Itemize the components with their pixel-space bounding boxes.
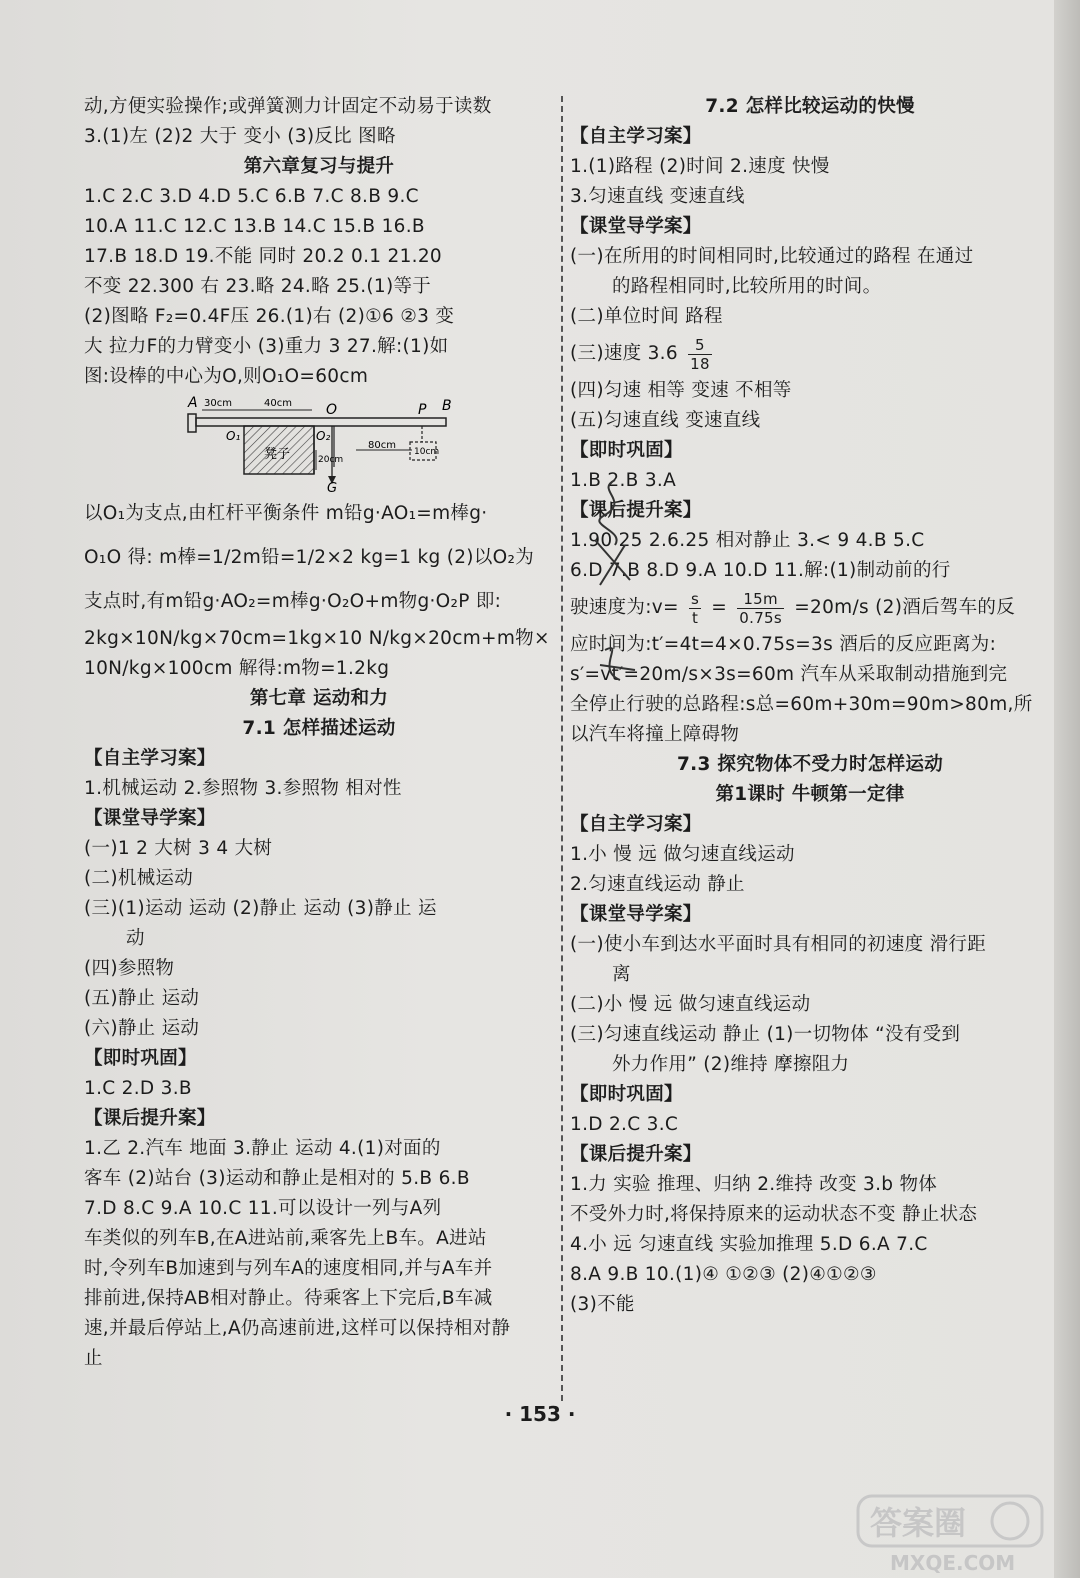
fraction-numerator: 15m bbox=[737, 590, 784, 609]
text-line: 【自主学习案】 bbox=[570, 126, 702, 147]
diagram-label: O bbox=[326, 402, 338, 418]
text-line: 17.B 18.D 19.不能 同时 20.2 0.1 21.20 bbox=[84, 246, 442, 267]
text-line: 【课堂导学案】 bbox=[570, 904, 702, 925]
watermark-url: MXQE.COM bbox=[890, 1551, 1016, 1575]
velocity-fraction bbox=[689, 590, 701, 627]
text-line: (五)匀速直线 变速直线 bbox=[570, 410, 761, 431]
text-line: 1.力 实验 推理、归纳 2.维持 改变 3.b 物体 bbox=[570, 1174, 938, 1195]
text-line: 车类似的列车B,在A进站前,乘客先上B车。A进站 bbox=[84, 1228, 487, 1249]
diagram-label: G bbox=[327, 481, 338, 492]
text-line: 8.A 9.B 10.(1)④ ①②③ (2)④①②③ bbox=[570, 1264, 877, 1285]
text-line: 6.D 7.B 8.D 9.A 10.D 11.解:(1)制动前的行 bbox=[570, 560, 951, 581]
text-line: (三)(1)运动 运动 (2)静止 运动 (3)静止 运 bbox=[84, 898, 437, 919]
velocity-suffix: =20m/s (2)酒后驾车的反 bbox=[794, 597, 1016, 618]
page-number: · 153 · bbox=[504, 1402, 576, 1426]
text-line: 1.(1)路程 (2)时间 2.速度 快慢 bbox=[570, 156, 830, 177]
text-line: 不受外力时,将保持原来的运动状态不变 静止状态 bbox=[570, 1204, 978, 1225]
velocity-prefix: 驶速度为:v= bbox=[570, 597, 679, 618]
text-line: (2)图略 F₂=0.4F压 26.(1)右 (2)①6 ②3 变 bbox=[84, 306, 455, 327]
diagram-label: 10cm bbox=[414, 447, 440, 457]
text-line: (六)静止 运动 bbox=[84, 1018, 200, 1039]
section-7-1-title: 7.1 怎样描述运动 bbox=[242, 718, 396, 739]
text-line: 的路程相同时,比较所用的时间。 bbox=[612, 276, 882, 297]
watermark-text: 答案圈 bbox=[870, 1504, 967, 1542]
text-line: 1.小 慢 远 做匀速直线运动 bbox=[570, 844, 795, 865]
text-line: 10.A 11.C 12.C 13.B 14.C 15.B 16.B bbox=[84, 216, 425, 237]
text-line: 外力作用” (2)维持 摩擦阻力 bbox=[612, 1054, 850, 1075]
text-line: (3)不能 bbox=[570, 1294, 635, 1315]
text-line: 【课后提升案】 bbox=[570, 1144, 702, 1165]
text-line: O₁O 得: m棒=1/2m铅=1/2×2 kg=1 kg (2)以O₂为 bbox=[84, 547, 535, 568]
diagram-label: B bbox=[442, 398, 452, 414]
text-line: 图:设棒的中心为O,则O₁O=60cm bbox=[84, 366, 369, 387]
fraction-denominator: t bbox=[691, 608, 699, 627]
right-column bbox=[570, 92, 1050, 1320]
chapter6-title: 第六章复习与提升 bbox=[243, 156, 395, 177]
fraction-denominator: 0.75s bbox=[739, 608, 783, 627]
text-line: 支点时,有m铅g·AO₂=m棒g·O₂O+m物g·O₂P 即: bbox=[84, 591, 502, 612]
text-line: 以O₁为支点,由杠杆平衡条件 m铅g·AO₁=m棒g· bbox=[84, 503, 488, 524]
text-line: 【自主学习案】 bbox=[570, 814, 702, 835]
text-line: (二)小 慢 远 做匀速直线运动 bbox=[570, 994, 811, 1015]
text-line: 3.匀速直线 变速直线 bbox=[570, 186, 745, 207]
section-7-2-title: 7.2 怎样比较运动的快慢 bbox=[705, 96, 915, 117]
text-line: 【课堂导学案】 bbox=[570, 216, 702, 237]
column-divider bbox=[561, 96, 563, 1401]
fraction-denominator: 18 bbox=[690, 354, 710, 373]
section-7-3-title: 7.3 探究物体不受力时怎样运动 bbox=[676, 754, 943, 775]
diagram-label: O₂ bbox=[316, 429, 331, 443]
text-line: 2kg×10N/kg×70cm=1kg×10 N/kg×20cm+m物× bbox=[84, 628, 550, 649]
text-line: 动,方便实验操作;或弹簧测力计固定不动易于读数 bbox=[84, 96, 492, 117]
text-line: 3.(1)左 (2)2 大于 变小 (3)反比 图略 bbox=[84, 126, 396, 147]
watermark-logo bbox=[850, 1490, 1050, 1576]
text-line: 【课堂导学案】 bbox=[84, 808, 216, 829]
left-column bbox=[84, 92, 554, 1374]
text-line: 【课后提升案】 bbox=[570, 500, 702, 521]
text-line: 【课后提升案】 bbox=[84, 1108, 216, 1129]
diagram-label: 80cm bbox=[368, 440, 396, 451]
text-line: 大 拉力F的力臂变小 (3)重力 3 27.解:(1)如 bbox=[84, 336, 449, 357]
text-line: 1.B 2.B 3.A bbox=[570, 470, 677, 491]
text-line: (三)匀速直线运动 静止 (1)一切物体 “没有受到 bbox=[570, 1024, 961, 1045]
speed-fraction bbox=[688, 336, 712, 373]
text-line: 动 bbox=[126, 928, 145, 949]
text-line: 1.机械运动 2.参照物 3.参照物 相对性 bbox=[84, 778, 402, 799]
speed-line-text: (三)速度 3.6 bbox=[570, 343, 678, 364]
text-line: 不变 22.300 右 23.略 24.略 25.(1)等于 bbox=[84, 276, 432, 297]
diagram-label: A bbox=[188, 395, 198, 411]
diagram-label: P bbox=[418, 402, 427, 418]
text-line: 1.C 2.D 3.B bbox=[84, 1078, 192, 1099]
speed-line bbox=[570, 332, 1050, 376]
text-line: 1.C 2.C 3.D 4.D 5.C 6.B 7.C 8.B 9.C bbox=[84, 186, 419, 207]
text-line: (四)匀速 相等 变速 不相等 bbox=[570, 380, 792, 401]
text-line: 排前进,保持AB相对静止。待乘客上下完后,B车减 bbox=[84, 1288, 493, 1309]
fraction-numerator: s bbox=[690, 589, 700, 608]
equals-sign: = bbox=[711, 597, 728, 618]
text-line: 2.匀速直线运动 静止 bbox=[570, 874, 745, 895]
text-line: 4.小 远 匀速直线 实验加推理 5.D 6.A 7.C bbox=[570, 1234, 928, 1255]
text-line: 【即时巩固】 bbox=[84, 1048, 197, 1069]
page-edge bbox=[1054, 0, 1080, 1578]
text-line: (一)在所用的时间相同时,比较通过的路程 在通过 bbox=[570, 246, 974, 267]
text-line: (二)机械运动 bbox=[84, 868, 194, 889]
text-line: (四)参照物 bbox=[84, 958, 175, 979]
text-line: (五)静止 运动 bbox=[84, 988, 200, 1009]
diagram-label: 30cm bbox=[204, 398, 232, 409]
text-line: 7.D 8.C 9.A 10.C 11.可以设计一列与A列 bbox=[84, 1198, 442, 1219]
text-line: 以汽车将撞上障碍物 bbox=[570, 724, 740, 745]
text-line: 【即时巩固】 bbox=[570, 1084, 683, 1105]
text-line: 应时间为:t′=4t=4×0.75s=3s 酒后的反应距离为: bbox=[570, 634, 997, 655]
diagram-label: O₁ bbox=[226, 429, 241, 443]
lever-diagram bbox=[84, 392, 554, 492]
text-line: (一)1 2 大树 3 4 大树 bbox=[84, 838, 273, 859]
text-line: (一)使小车到达水平面时具有相同的初速度 滑行距 bbox=[570, 934, 987, 955]
chapter7-title: 第七章 运动和力 bbox=[249, 688, 389, 709]
lever-diagram-svg bbox=[84, 392, 554, 492]
text-line: 全停止行驶的总路程:s总=60m+30m=90m>80m,所 bbox=[570, 694, 1033, 715]
text-line: 离 bbox=[612, 964, 631, 985]
text-line: 速,并最后停站上,A仍高速前进,这样可以保持相对静 bbox=[84, 1318, 511, 1339]
lesson-title: 第1课时 牛顿第一定律 bbox=[715, 784, 905, 805]
text-line: 1.D 2.C 3.C bbox=[570, 1114, 679, 1135]
text-line: 时,令列车B加速到与列车A的速度相同,并与A车并 bbox=[84, 1258, 493, 1279]
velocity-fraction bbox=[737, 590, 784, 627]
text-line: 1.乙 2.汽车 地面 3.静止 运动 4.(1)对面的 bbox=[84, 1138, 441, 1159]
diagram-label: 40cm bbox=[264, 398, 292, 409]
text-line: 客车 (2)站台 (3)运动和静止是相对的 5.B 6.B bbox=[84, 1168, 470, 1189]
handwritten-marks bbox=[575, 470, 655, 700]
text-line: 【即时巩固】 bbox=[570, 440, 683, 461]
text-line: (二)单位时间 路程 bbox=[570, 306, 723, 327]
text-line: s′=vt′=20m/s×3s=60m 汽车从采取制动措施到完 bbox=[570, 664, 1008, 685]
text-line: 【自主学习案】 bbox=[84, 748, 216, 769]
text-line: 1.90 25 2.6.25 相对静止 3.< 9 4.B 5.C bbox=[570, 530, 925, 551]
text-line: 止 bbox=[84, 1348, 103, 1369]
text-line: 10N/kg×100cm 解得:m物=1.2kg bbox=[84, 658, 390, 679]
diagram-label: 凳子 bbox=[264, 447, 291, 462]
diagram-label: 20cm bbox=[318, 455, 344, 465]
fraction-numerator: 5 bbox=[688, 336, 712, 355]
